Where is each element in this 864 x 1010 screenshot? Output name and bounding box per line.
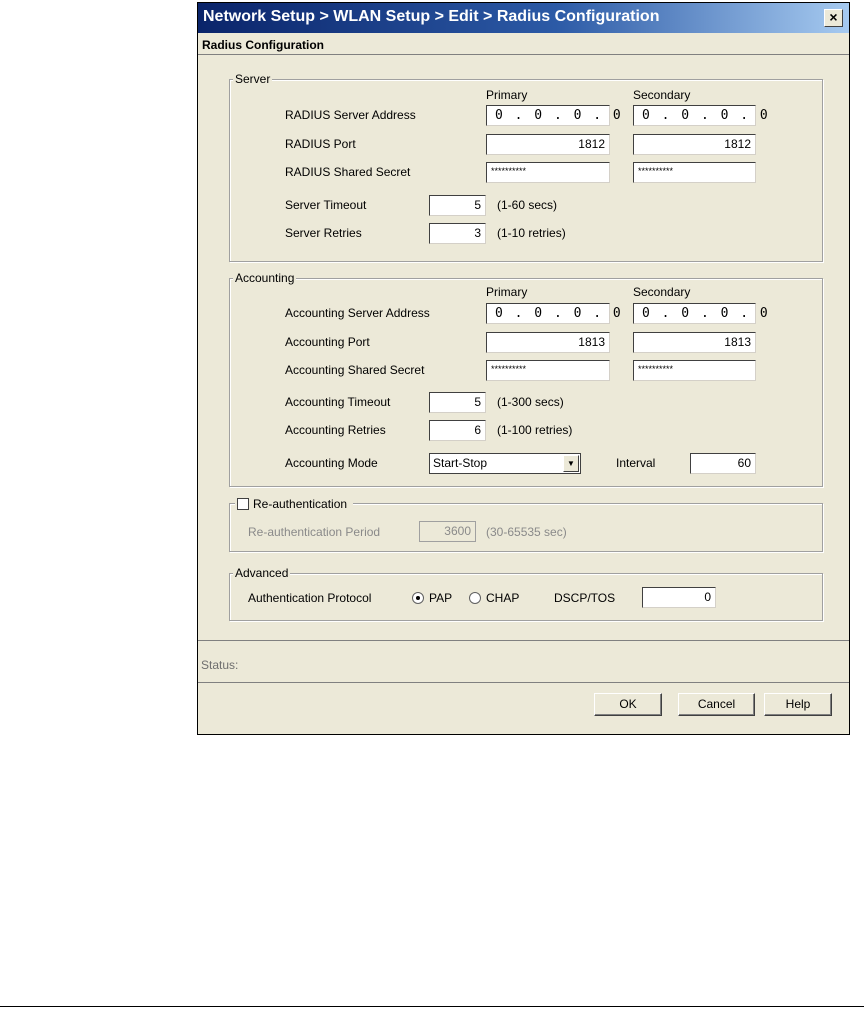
radius-server-address-primary-input[interactable]: 0 . 0 . 0 . 0 [486, 105, 610, 126]
accounting-retries-input[interactable]: 6 [429, 420, 486, 441]
page-bottom-rule [0, 1006, 864, 1007]
accounting-port-label: Accounting Port [285, 335, 370, 349]
radio-selected-dot [416, 596, 420, 600]
reauth-label: Re-authentication [253, 497, 348, 511]
server-secondary-header: Secondary [633, 88, 691, 102]
ok-button[interactable]: OK [594, 693, 662, 716]
accounting-mode-label: Accounting Mode [285, 456, 378, 470]
pap-radio[interactable] [412, 592, 424, 604]
server-primary-header: Primary [486, 88, 528, 102]
help-button[interactable]: Help [764, 693, 832, 716]
accounting-timeout-input[interactable]: 5 [429, 392, 486, 413]
radius-server-address-label: RADIUS Server Address [285, 108, 416, 122]
radius-config-dialog [197, 2, 850, 735]
server-retries-label: Server Retries [285, 226, 362, 240]
accounting-timeout-hint: (1-300 secs) [497, 395, 564, 409]
server-retries-hint: (1-10 retries) [497, 226, 566, 240]
accounting-shared-secret-label: Accounting Shared Secret [285, 363, 425, 377]
chevron-down-icon[interactable]: ▼ [563, 455, 579, 472]
header-divider [198, 54, 849, 55]
chap-label: CHAP [486, 591, 520, 605]
server-retries-input[interactable]: 3 [429, 223, 486, 244]
accounting-server-address-primary-input[interactable]: 0 . 0 . 0 . 0 [486, 303, 610, 324]
server-timeout-input[interactable]: 5 [429, 195, 486, 216]
status-divider-bottom [198, 682, 849, 683]
accounting-retries-label: Accounting Retries [285, 423, 386, 437]
dscp-tos-input[interactable]: 0 [642, 587, 716, 608]
accounting-secondary-header: Secondary [633, 285, 691, 299]
interval-label: Interval [616, 456, 656, 470]
accounting-timeout-label: Accounting Timeout [285, 395, 391, 409]
interval-input[interactable]: 60 [690, 453, 756, 474]
cancel-button[interactable]: Cancel [678, 693, 755, 716]
reauth-period-label: Re-authentication Period [248, 525, 381, 539]
accounting-server-address-label: Accounting Server Address [285, 306, 430, 320]
advanced-legend: Advanced [235, 566, 289, 580]
dscp-tos-label: DSCP/TOS [554, 591, 616, 605]
auth-protocol-label: Authentication Protocol [248, 591, 372, 605]
radius-shared-secret-secondary-input[interactable]: ********** [633, 162, 756, 183]
reauth-checkbox[interactable] [237, 498, 249, 510]
status-label: Status: [201, 658, 239, 672]
window-title: Network Setup > WLAN Setup > Edit > Radius Configuration [203, 8, 660, 25]
radius-port-primary-input[interactable]: 1812 [486, 134, 610, 155]
reauth-period-hint: (30-65535 sec) [486, 525, 567, 539]
server-timeout-label: Server Timeout [285, 198, 367, 212]
radius-shared-secret-primary-input[interactable]: ********** [486, 162, 610, 183]
accounting-primary-header: Primary [486, 285, 528, 299]
accounting-retries-hint: (1-100 retries) [497, 423, 573, 437]
accounting-shared-secret-secondary-input[interactable]: ********** [633, 360, 756, 381]
radius-port-secondary-input[interactable]: 1812 [633, 134, 756, 155]
accounting-shared-secret-primary-input[interactable]: ********** [486, 360, 610, 381]
server-timeout-hint: (1-60 secs) [497, 198, 558, 212]
panel-title: Radius Configuration [202, 38, 324, 52]
radius-server-address-secondary-input[interactable]: 0 . 0 . 0 . 0 [633, 105, 756, 126]
accounting-port-secondary-input[interactable]: 1813 [633, 332, 756, 353]
accounting-legend: Accounting [235, 271, 295, 285]
accounting-mode-select[interactable] [429, 453, 581, 474]
radius-port-label: RADIUS Port [285, 137, 356, 151]
reauth-legend-wrap [235, 496, 353, 510]
accounting-port-primary-input[interactable]: 1813 [486, 332, 610, 353]
chap-radio[interactable] [469, 592, 481, 604]
pap-label: PAP [429, 591, 453, 605]
radius-shared-secret-label: RADIUS Shared Secret [285, 165, 411, 179]
status-divider-top [198, 640, 849, 641]
title-bar[interactable] [198, 3, 849, 33]
accounting-mode-value: Start-Stop [433, 456, 488, 470]
server-legend: Server [235, 72, 271, 86]
reauth-period-input[interactable]: 3600 [419, 521, 476, 542]
close-icon[interactable]: × [824, 9, 843, 27]
accounting-server-address-secondary-input[interactable]: 0 . 0 . 0 . 0 [633, 303, 756, 324]
